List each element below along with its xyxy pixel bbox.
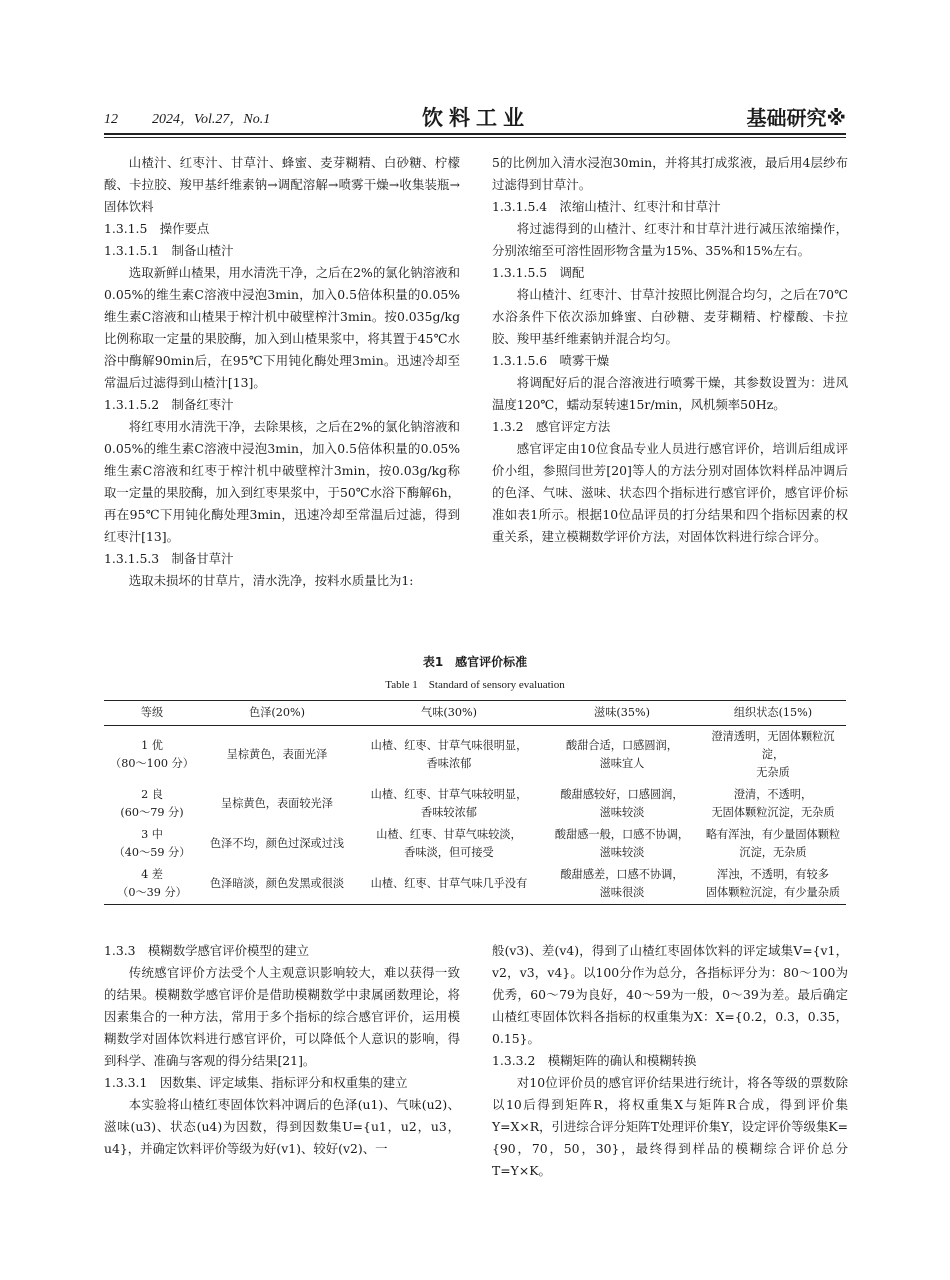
paragraph: 传统感官评价方法受个人主观意识影响较大，难以获得一致的结果。模糊数学感官评价是借助模糊数学中隶属函数理论，将因素集合的一种方法，常用于多个指标的综合感官评价，运用模糊数学对固体饮料进行感官评价，可以降低个人意识的影响，得到科学、准确与客观的得分结果[21]。 — [104, 965, 460, 1068]
section-heading: 1.3.3.2 模糊矩阵的确认和模糊转换 — [492, 1053, 697, 1068]
cell-state — [700, 784, 846, 824]
cell-grade — [104, 864, 200, 905]
cell-state-line: 浑浊，不透明，有较多 — [717, 868, 829, 881]
section-heading: 1.3.3 模糊数学感官评价模型的建立 — [104, 943, 309, 958]
cell-color — [200, 784, 354, 824]
cell-color — [200, 864, 354, 905]
cell-odor — [354, 864, 544, 905]
section-heading: 1.3.2 感官评定方法 — [492, 419, 611, 434]
cell-odor — [354, 726, 544, 785]
cell-color — [200, 824, 354, 864]
header-rule — [104, 133, 846, 135]
issue-info: 2024，Vol.27，No.1 — [152, 112, 271, 127]
cell-odor-line: 香味淡，但可接受 — [404, 846, 494, 859]
cell-color-line: 色泽不均，颜色过深或过浅 — [209, 837, 345, 850]
th-grade: 等级 — [104, 701, 200, 726]
table-row — [104, 824, 846, 864]
cell-state — [700, 824, 846, 864]
table-row — [104, 784, 846, 824]
cell-color-line: 色泽暗淡，颜色发黑或很淡 — [209, 877, 345, 890]
cell-state-line: 略有浑浊，有少量固体颗粒 — [705, 828, 841, 841]
cell-state-line: 无固体颗粒沉淀，无杂质 — [711, 806, 835, 819]
cell-taste-line: 酸甜感较好，口感圆润， — [560, 788, 684, 801]
paragraph: 将调配好后的混合溶液进行喷雾干燥，其参数设置为：进风温度120℃，蠕动泵转速15r/min，风机频率50Hz。 — [492, 375, 848, 412]
section-heading: 1.3.1.5.5 调配 — [492, 265, 585, 280]
table-row — [104, 726, 846, 785]
paragraph: 对10位评价员的感官评价结果进行统计，将各等级的票数除以10后得到矩阵R，将权重集X与矩阵R合成，得到评价集Y=X×R，引进综合评分矩阵T处理评价集Y，设定评价等级集K={90，70，50，30}，最终得到样品的模糊综合评价总分T=Y×K。 — [492, 1075, 848, 1178]
cell-color — [200, 726, 354, 785]
cell-state — [700, 726, 846, 785]
cell-state-line: 澄清，不透明， — [733, 788, 813, 801]
paragraph: 将红枣用水清洗干净，去除果核，之后在2%的氯化钠溶液和0.05%的维生素C溶液中浸泡3min，加入0.5倍体积量的0.05%维生素C溶液和红枣于榨汁机中破壁榨汁3min，按0.03g/kg称取一定量的果胶酶，加入到红枣果浆中，于50℃水浴下酶解6h，再在95℃下用钝化酶处理3min，迅速冷却至常温后过滤，得到红枣汁[13]。 — [104, 419, 460, 544]
page-header — [104, 104, 846, 136]
th-color: 色泽(20%) — [200, 701, 354, 726]
section-heading: 1.3.1.5.4 浓缩山楂汁、红枣汁和甘草汁 — [492, 199, 721, 214]
cell-grade-line: （40～59 分） — [113, 846, 191, 859]
section-heading: 1.3.3.1 因数集、评定域集、指标评分和权重集的建立 — [104, 1075, 408, 1090]
section-heading: 1.3.1.5.6 喷雾干燥 — [492, 353, 610, 368]
section-heading: 1.3.1.5 操作要点 — [104, 221, 210, 236]
cell-grade-line: (60～79 分) — [120, 806, 184, 819]
cell-taste-line: 滋味很淡 — [599, 886, 645, 899]
cell-odor-line: 山楂、红枣、甘草气味几乎没有 — [370, 877, 528, 890]
cell-odor — [354, 824, 544, 864]
paragraph: 山楂汁、红枣汁、甘草汁、蜂蜜、麦芽糊精、白砂糖、柠檬酸、卡拉胶、羧甲基纤维素钠→调配溶解→喷雾干燥→收集装瓶→固体饮料 — [104, 155, 460, 214]
table-caption-cn: 表1 感官评价标准 — [422, 655, 528, 669]
cell-state-line: 沉淀，无杂质 — [739, 846, 807, 859]
cell-color-line: 呈棕黄色，表面较光泽 — [221, 797, 333, 810]
paragraph: 选取新鲜山楂果，用水清洗干净，之后在2%的氯化钠溶液和0.05%的维生素C溶液中浸泡3min，加入0.5倍体积量的0.05%维生素C溶液和山楂果于榨汁机中破壁榨汁3min。按0.035g/kg比例称取一定量的果胶酶，加入到山楂果浆中，将其置于45℃水浴中酶解90min后，在95℃下用钝化酶处理3min。迅速冷却至常温后过滤得到山楂汁[13]。 — [104, 265, 460, 390]
cell-grade-line: （0～39 分） — [117, 886, 187, 899]
cell-taste-line: 酸甜合适，口感圆润， — [566, 739, 678, 752]
th-taste: 滋味(35%) — [544, 701, 700, 726]
th-odor: 气味(30%) — [354, 701, 544, 726]
table-caption-en: Table 1 Standard of sensory evaluation — [385, 679, 565, 691]
cell-taste-line: 酸甜感差，口感不协调， — [560, 868, 684, 881]
section-heading: 5的比例加入清水浸泡30min，并将其打成浆液，最后用4层纱布过滤得到甘草汁。 — [492, 155, 848, 192]
cell-taste — [544, 784, 700, 824]
table-row — [104, 864, 846, 905]
cell-odor-line: 香味浓郁 — [426, 757, 472, 770]
column-bottom-right — [492, 940, 848, 1182]
th-state: 组织状态(15%) — [700, 701, 846, 726]
section-heading: 1.3.1.5.3 制备甘草汁 — [104, 551, 234, 566]
cell-grade — [104, 726, 200, 785]
paragraph: 选取未损坏的甘草片，清水洗净，按料水质量比为1: — [128, 573, 414, 588]
section-heading: 1.3.1.5.1 制备山楂汁 — [104, 243, 234, 258]
cell-state — [700, 864, 846, 905]
cell-odor-line: 山楂、红枣、甘草气味很明显， — [370, 739, 528, 752]
header-citation — [104, 108, 270, 128]
cell-color-line: 呈棕黄色，表面光泽 — [226, 748, 328, 761]
column-top-left — [104, 152, 460, 592]
cell-grade — [104, 784, 200, 824]
cell-taste-line: 滋味宜人 — [599, 757, 645, 770]
cell-grade — [104, 824, 200, 864]
sensory-table — [104, 700, 846, 905]
cell-taste-line: 酸甜感一般，口感不协调， — [554, 828, 690, 841]
section-heading: 般(v3)、差(v4)，得到了山楂红枣固体饮料的评定域集V={v1，v2，v3，v4}。以100分作为总分，各指标评分为：80～100为优秀，60～79为良好，40～59为一般，0～39为差。最后确定山楂红枣固体饮料各指标的权重集为X：X={0.2，0.3，0.35，0.15}。 — [492, 943, 848, 1046]
cell-state-line: 固体颗粒沉淀，有少量杂质 — [705, 886, 841, 899]
column-bottom-left — [104, 940, 460, 1160]
cell-grade-line: 2 良 — [141, 788, 163, 801]
column-top-right — [492, 152, 848, 548]
cell-grade-line: 3 中 — [141, 828, 163, 841]
cell-taste-line: 滋味较淡 — [599, 846, 645, 859]
cell-grade-line: 1 优 — [141, 739, 163, 752]
header-rule-thin — [104, 137, 846, 138]
cell-state-line: 无杂质 — [756, 766, 790, 779]
cell-grade-line: （80～100 分） — [110, 757, 194, 770]
cell-taste — [544, 824, 700, 864]
cell-state-line: 澄清透明，无固体颗粒沉淀， — [711, 730, 835, 761]
cell-odor-line: 香味较浓郁 — [421, 806, 477, 819]
table-body — [104, 726, 846, 905]
cell-odor-line: 山楂、红枣、甘草气味较明显， — [370, 788, 528, 801]
paragraph: 感官评定由10位食品专业人员进行感官评价，培训后组成评价小组，参照闫世芳[20]等人的方法分别对固体饮料样品冲调后的色泽、气味、滋味、状态四个指标进行感官评价，感官评价标准如表1所示。根据10位品评员的打分结果和四个指标因素的权重关系，建立模糊数学评价方法，对固体饮料进行综合评分。 — [492, 441, 848, 544]
section-heading: 1.3.1.5.2 制备红枣汁 — [104, 397, 234, 412]
section-label: 基础研究※ — [746, 106, 846, 130]
cell-taste-line: 滋味较淡 — [599, 806, 645, 819]
journal-title: 饮料工业 — [422, 106, 530, 130]
cell-taste — [544, 864, 700, 905]
cell-odor — [354, 784, 544, 824]
paragraph: 本实验将山楂红枣固体饮料冲调后的色泽(u1)、气味(u2)、滋味(u3)、状态(u4)为因数，得到因数集U={u1，u2，u3，u4}，并确定饮料评价等级为好(v1)、较好(v2)、一 — [104, 1097, 460, 1156]
paragraph: 将过滤得到的山楂汁、红枣汁和甘草汁进行减压浓缩操作，分别浓缩至可溶性固形物含量为15%、35%和15%左右。 — [492, 221, 848, 258]
table-header-row — [104, 701, 846, 726]
cell-grade-line: 4 差 — [141, 868, 163, 881]
paragraph: 将山楂汁、红枣汁、甘草汁按照比例混合均匀，之后在70℃水浴条件下依次添加蜂蜜、白砂糖、麦芽糊精、柠檬酸、卡拉胶、羧甲基纤维素钠并混合均匀。 — [492, 287, 848, 346]
cell-odor-line: 山楂、红枣、甘草气味较淡， — [376, 828, 522, 841]
cell-taste — [544, 726, 700, 785]
page-number: 12 — [104, 112, 118, 127]
